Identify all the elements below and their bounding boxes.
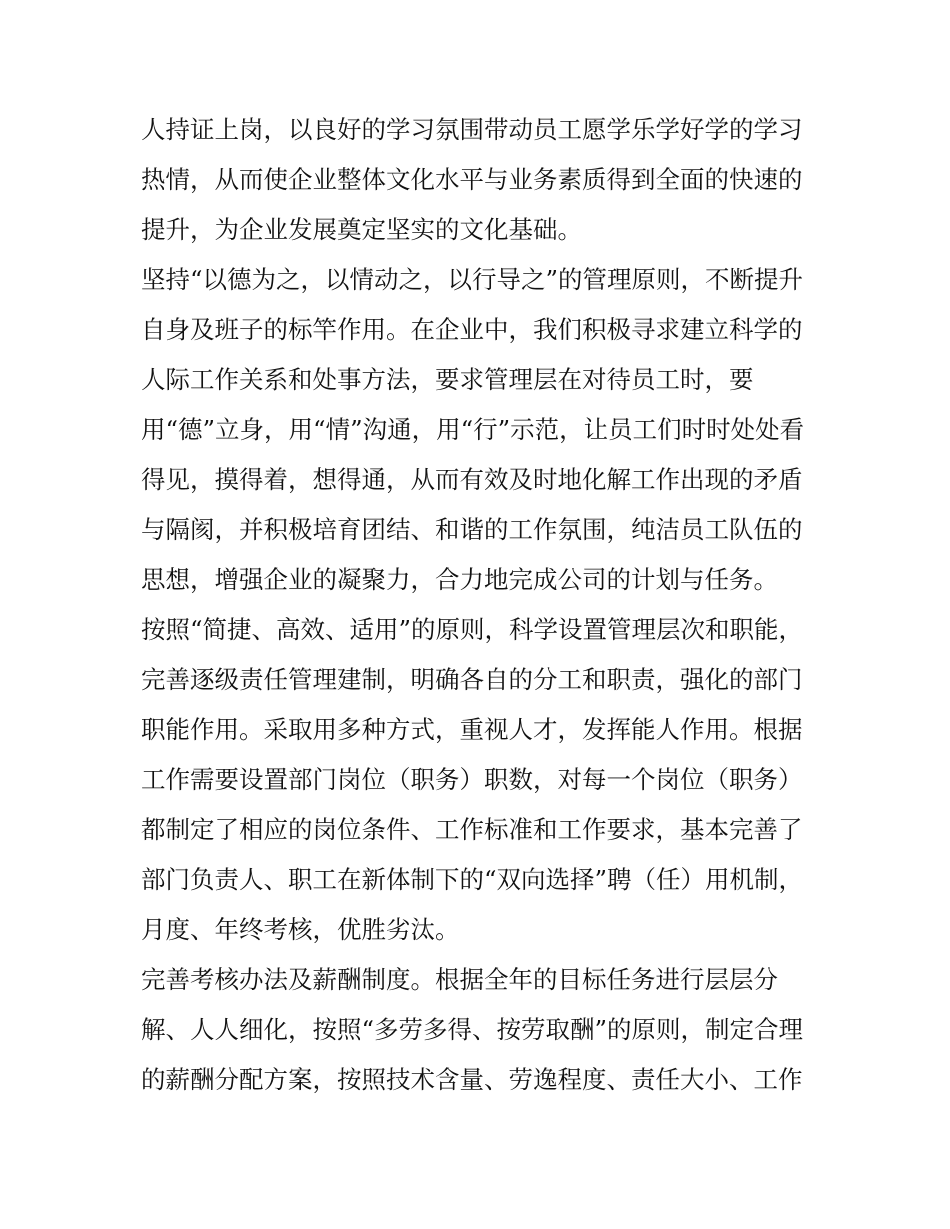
text-line: 热情，从而使企业整体文化水平与业务素质得到全面的快速的 [141, 165, 803, 194]
text-line: 得见，摸得着，想得通，从而有效及时地化解工作出现的矛盾 [141, 465, 803, 494]
text-line: 用“德”立身，用“情”沟通，用“行”示范，让员工们时时处处看 [141, 415, 805, 444]
text-line: 与隔阂，并积极培育团结、和谐的工作氛围，纯洁员工队伍的 [141, 515, 803, 544]
text-line: 职能作用。采取用多种方式，重视人才，发挥能人作用。根据 [141, 715, 803, 744]
text-line: 解、人人细化，按照“多劳多得、按劳取酬”的原则，制定合理 [141, 1015, 804, 1044]
text-line: 完善考核办法及薪酬制度。根据全年的目标任务进行层层分 [141, 965, 778, 994]
text-line: 人际工作关系和处事方法，要求管理层在对待员工时，要 [141, 365, 754, 394]
text-line: 工作需要设置部门岗位（职务）职数，对每一个岗位（职务） [141, 765, 803, 794]
text-line: 的薪酬分配方案，按照技术含量、劳逸程度、责任大小、工作 [141, 1065, 803, 1094]
text-line: 月度、年终考核，优胜劣汰。 [141, 915, 460, 944]
text-line: 完善逐级责任管理建制，明确各自的分工和职责，强化的部门 [141, 665, 803, 694]
text-line: 按照“简捷、高效、适用”的原则，科学设置管理层次和职能， [141, 615, 804, 644]
text-line: 提升，为企业发展奠定坚实的文化基础。 [141, 215, 582, 244]
text-line: 都制定了相应的岗位条件、工作标准和工作要求，基本完善了 [141, 815, 803, 844]
text-line: 人持证上岗，以良好的学习氛围带动员工愿学乐学好学的学习 [141, 115, 803, 144]
text-line: 自身及班子的标竿作用。在企业中，我们积极寻求建立科学的 [141, 315, 803, 344]
text-line: 部门负责人、职工在新体制下的“双向选择”聘（任）用机制， [141, 865, 804, 894]
text-line: 坚持“以德为之，以情动之，以行导之”的管理原则，不断提升 [141, 265, 804, 294]
text-line: 思想，增强企业的凝聚力，合力地完成公司的计划与任务。 [141, 565, 778, 594]
